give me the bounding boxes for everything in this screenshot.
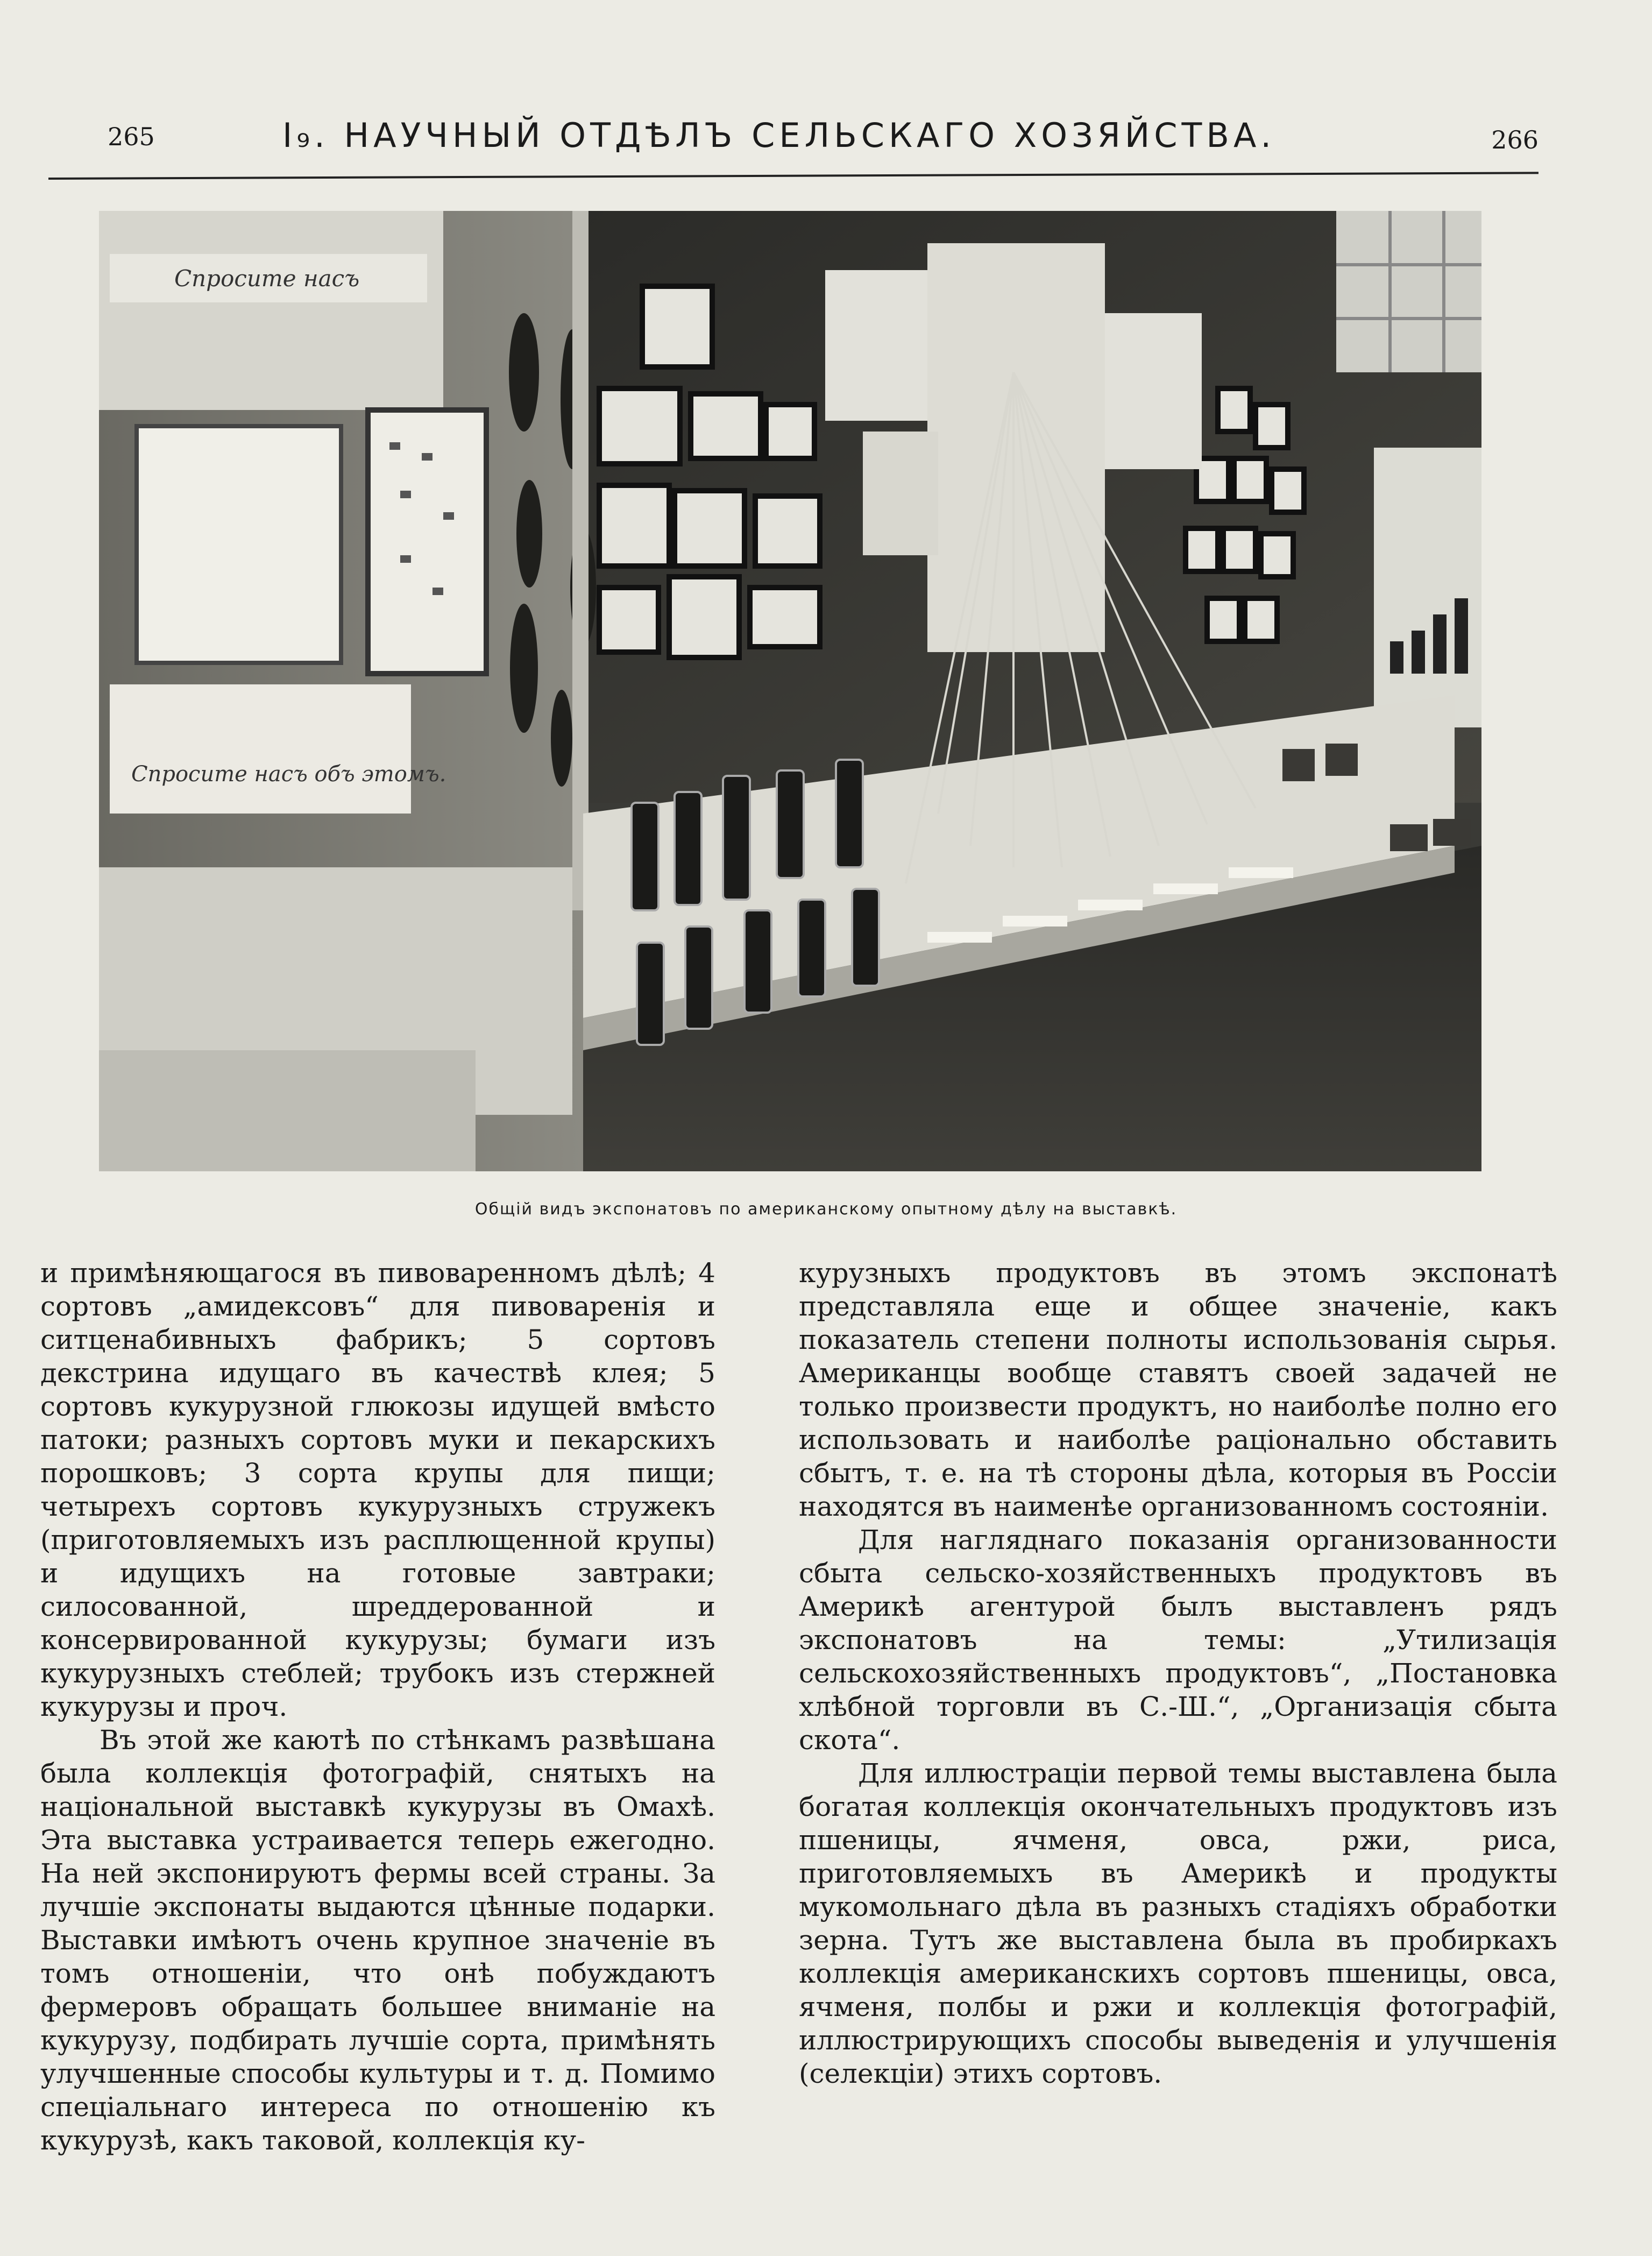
running-header: [48, 116, 1555, 180]
text-column-left: [40, 1256, 715, 2157]
paragraph: Для нагляднаго показанія организованности сбыта сельско-хозяйственныхъ продуктовъ въ Америкѣ агентурой былъ выставленъ рядъ экспонатовъ на темы: „Утилизація сельскохозяйственныхъ продуктовъ“, „Постановка хлѣбной торговли въ С.-Ш.“, „Организація сбыта скота“.: [799, 1524, 1557, 1756]
paragraph: Въ этой же каютѣ по стѣнкамъ развѣшана была коллекція фотографій, снятыхъ на національной выставкѣ кукурузы въ Омахѣ. Эта выставка устраивается теперь ежегодно. На ней экспонируютъ фермы всей страны. За лучшіе экспонаты выдаются цѣнные подарки. Выставки имѣютъ очень крупное значеніе въ томъ отношеніи, что онѣ побуждаютъ фермеровъ обращать большее вниманіе на кукурузу, подбирать лучшіе сорта, примѣнять улучшенные способы культуры и т. д. Помимо спеціальнаго интереса по отношенію къ кукурузѣ, какъ таковой, коллекція ку-: [40, 1724, 715, 2156]
paragraph: курузныхъ продуктовъ въ этомъ экспонатѣ представляла еще и общее значеніе, какъ показатель степени полноты использованія сырья. Американцы вообще ставятъ своей задачей не только произвести продуктъ, но наиболѣе полно его использовать и наиболѣе раціонально обставить сбытъ, т. е. на тѣ стороны дѣла, которыя въ Россіи находятся въ наименѣе организованномъ состояніи.: [799, 1257, 1557, 1522]
exhibit-photograph: [99, 211, 1481, 1171]
section-title: I₉. НАУЧНЫЙ ОТДѢЛЪ СЕЛЬСКАГО ХОЗЯЙСТВА.: [282, 116, 1276, 155]
text-column-right: [799, 1256, 1557, 2090]
paragraph: Для иллюстраціи первой темы выставлена была богатая коллекція окончательныхъ продуктовъ изъ пшеницы, ячменя, овса, ржи, риса, приготовляемыхъ въ Америкѣ и продукты мукомольнаго дѣла въ разныхъ стадіяхъ обработки зерна. Тутъ же выставлена была въ пробиркахъ коллекція американскихъ сортовъ пшеницы, овса, ячменя, полбы и ржи и коллекція фотографій, иллюстрирующихъ способы выведенія и улучшенія (селекціи) этихъ сортовъ.: [799, 1758, 1557, 2089]
sign-ask-us-top: Спросите насъ: [174, 265, 360, 292]
page-number-left: 265: [108, 122, 155, 151]
page-number-right: 266: [1491, 125, 1538, 154]
figure-caption: Общій видъ экспонатовъ по американскому опытному дѣлу на выставкѣ.: [474, 1200, 1178, 1219]
sign-ask-us-bottom: Спросите насъ объ этомъ.: [131, 762, 446, 787]
paragraph: и примѣняющагося въ пивоваренномъ дѣлѣ; 4 сортовъ „амидексовъ“ для пивоваренія и ситценабивныхъ фабрикъ; 5 сортовъ декстрина идущаго въ качествѣ клея; 5 сортовъ кукурузной глюкозы идущей вмѣсто патоки; разныхъ сортовъ муки и пекарскихъ порошковъ; 3 сорта крупы для пищи; четырехъ сортовъ кукурузныхъ стружекъ (приготовляемыхъ изъ расплющенной крупы) и идущихъ на готовые завтраки; силосованной, шреддерованной и консервированной кукурузы; бумаги изъ кукурузныхъ стеблей; трубокъ изъ стержней кукурузы и проч.: [40, 1257, 715, 1722]
